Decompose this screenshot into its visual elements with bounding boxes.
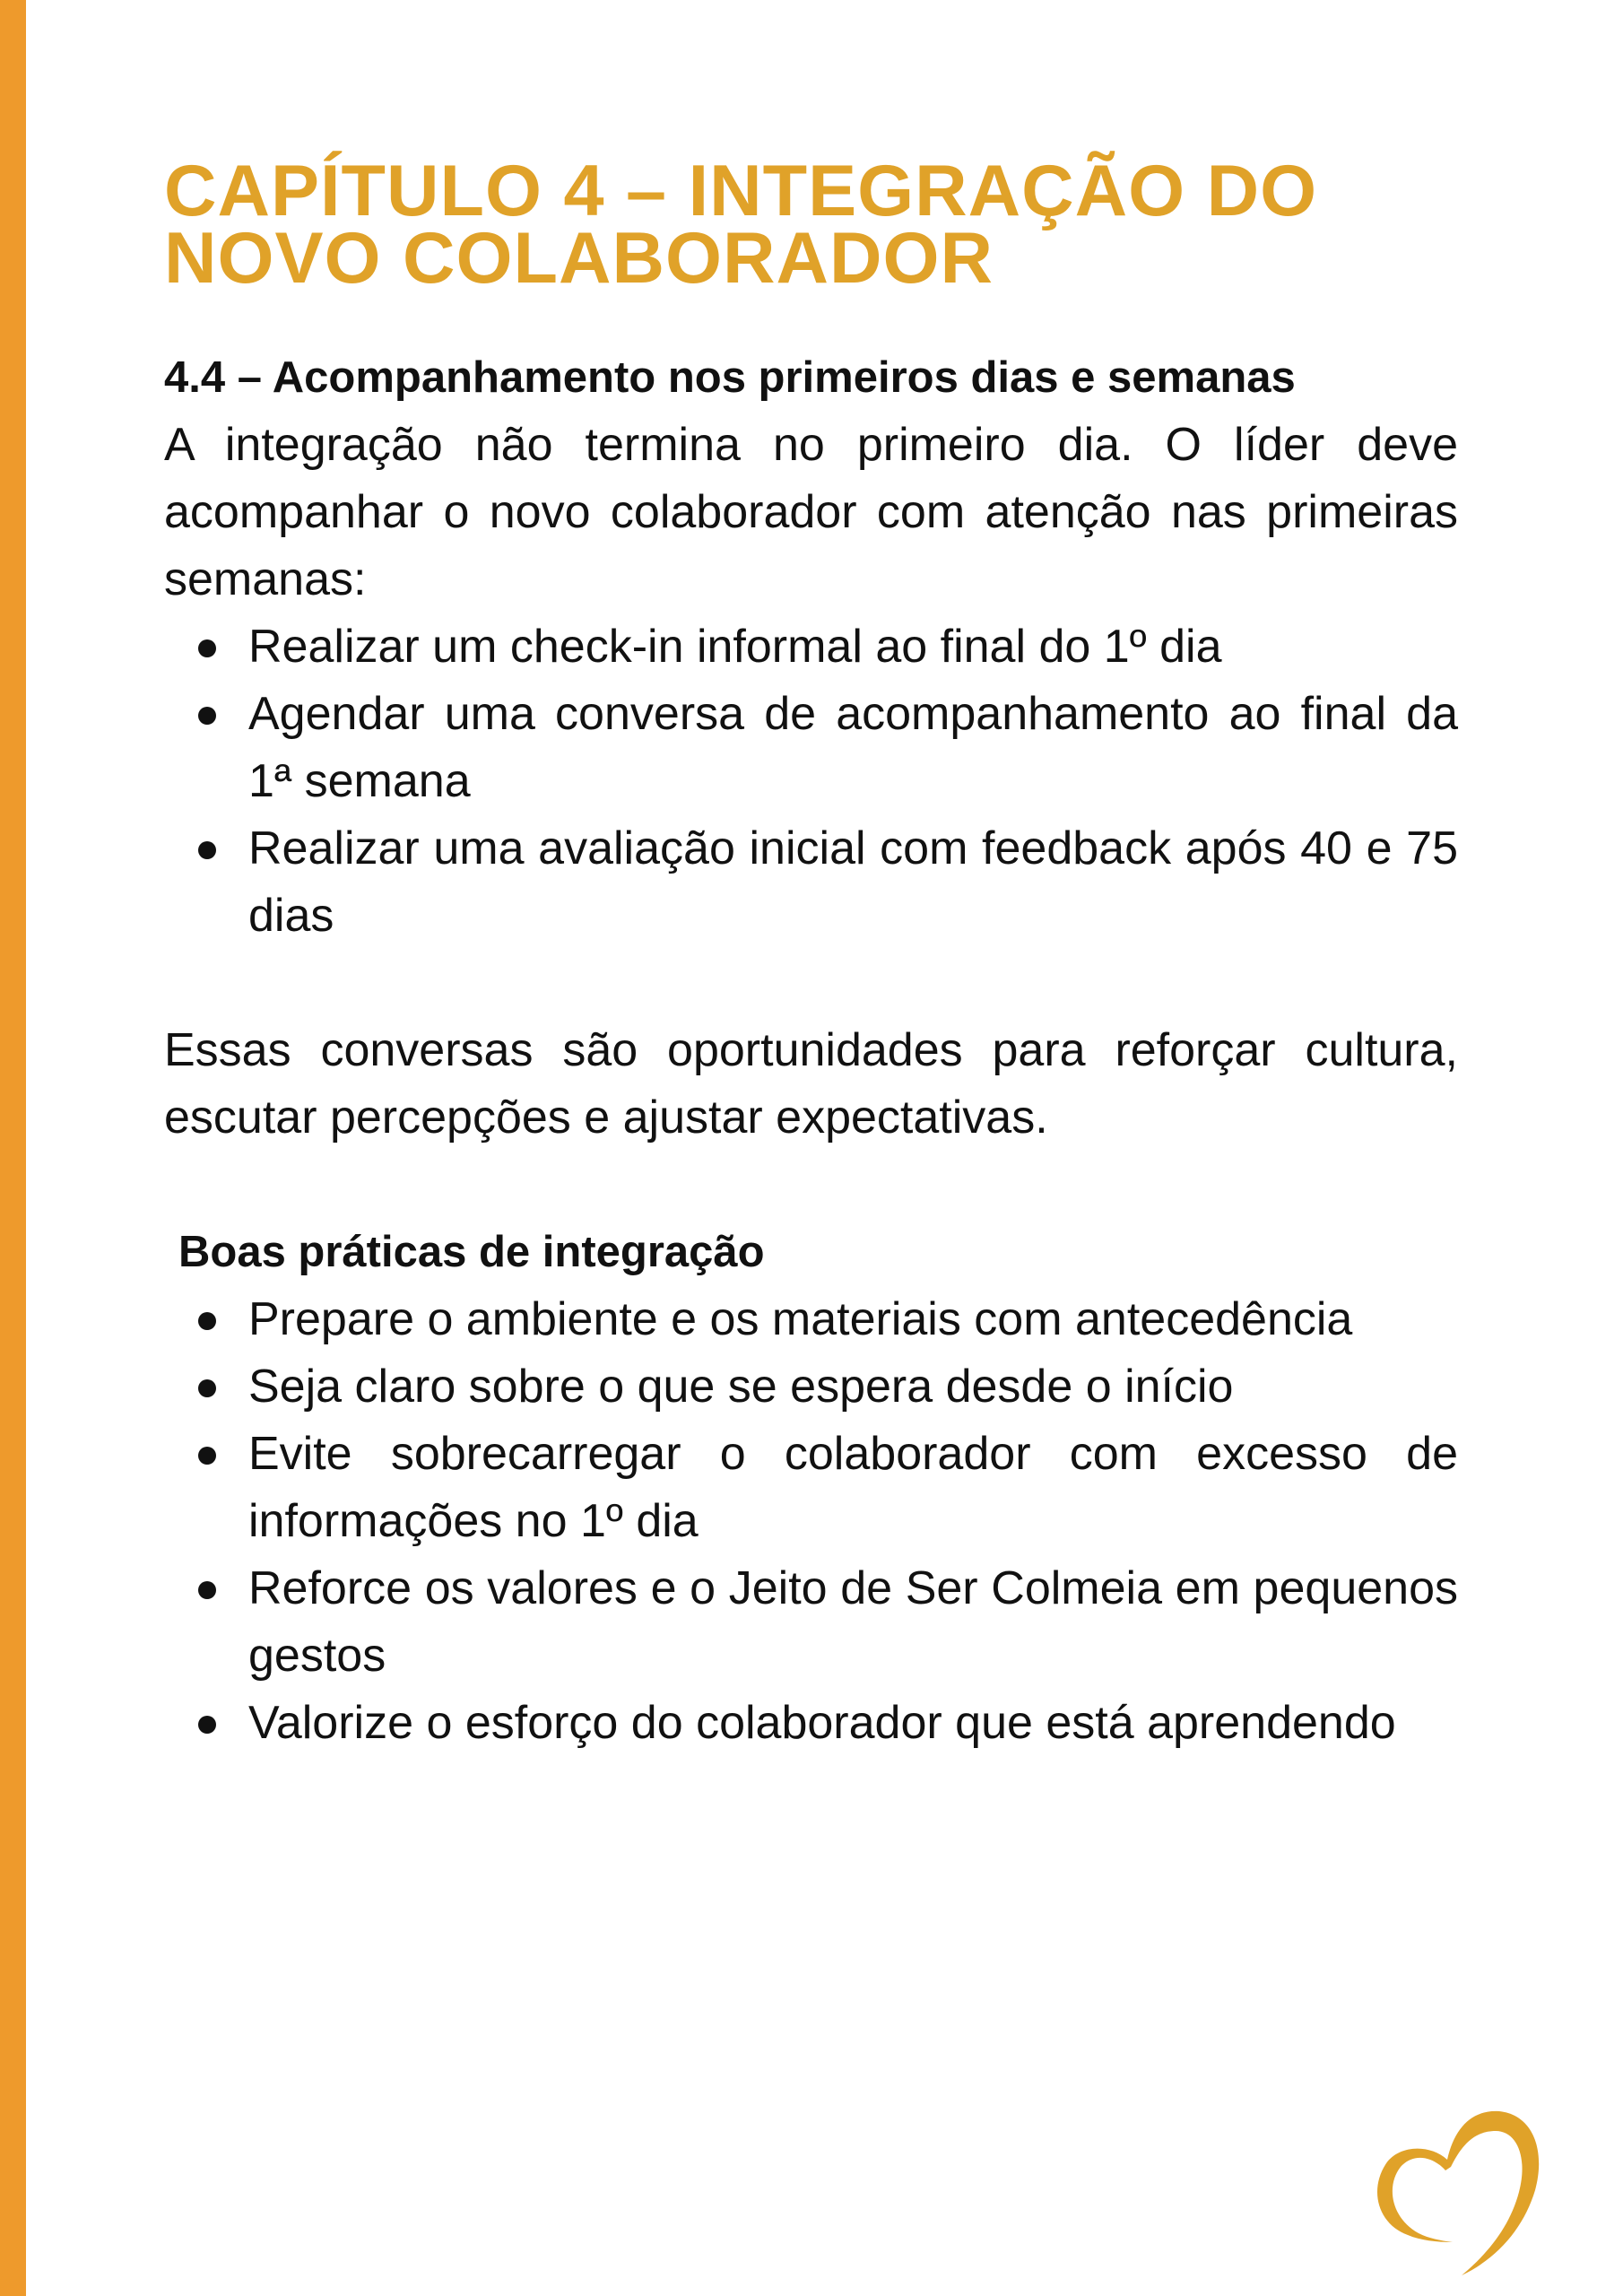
chapter-title bbox=[164, 151, 1509, 299]
chapter-title-line-2: NOVO COLABORADOR bbox=[164, 218, 994, 299]
spacer bbox=[164, 1152, 1458, 1219]
list-item bbox=[164, 681, 1458, 815]
heart-logo-stroke bbox=[1377, 2111, 1539, 2275]
list-item-text: Agendar uma conversa de acompanhamento ao final da 1ª semana bbox=[248, 688, 1458, 807]
list-item-text: Valorize o esforço do colaborador que está aprendendo bbox=[248, 1697, 1396, 1749]
bullet-icon bbox=[198, 1379, 216, 1397]
list-item bbox=[164, 1555, 1458, 1690]
bullet-icon bbox=[198, 1581, 216, 1599]
list-item bbox=[164, 1286, 1458, 1353]
section-heading-acompanhamento: 4.4 – Acompanhamento nos primeiros dias e semanas bbox=[164, 353, 1296, 402]
bullet-icon bbox=[198, 639, 216, 657]
best-practices-list bbox=[164, 1286, 1458, 1757]
bullet-icon bbox=[198, 1312, 216, 1330]
followup-list bbox=[164, 613, 1458, 950]
list-item bbox=[164, 815, 1458, 950]
heart-logo bbox=[1374, 2092, 1544, 2280]
accent-side-bar bbox=[0, 0, 26, 2296]
page-content bbox=[164, 344, 1458, 1757]
list-item bbox=[164, 1353, 1458, 1421]
list-item-text: Prepare o ambiente e os materiais com antecedência bbox=[248, 1293, 1353, 1345]
bullet-icon bbox=[198, 841, 216, 859]
bullet-icon bbox=[198, 707, 216, 725]
list-item-text: Evite sobrecarregar o colaborador com excesso de informações no 1º dia bbox=[248, 1428, 1458, 1547]
list-item-text: Realizar uma avaliação inicial com feedback após 40 e 75 dias bbox=[248, 822, 1458, 942]
closing-paragraph: Essas conversas são oportunidades para reforçar cultura, escutar percepções e ajustar expectativas. bbox=[164, 1024, 1458, 1144]
list-item-text: Seja claro sobre o que se espera desde o início bbox=[248, 1361, 1234, 1413]
bullet-icon bbox=[198, 1447, 216, 1465]
bullet-icon bbox=[198, 1716, 216, 1734]
list-item-text: Realizar um check-in informal ao final do 1º dia bbox=[248, 621, 1222, 673]
intro-paragraph: A integração não termina no primeiro dia. O líder deve acompanhar o novo colaborador com atenção nas primeiras semanas: bbox=[164, 419, 1458, 605]
chapter-title-line-1: CAPÍTULO 4 – INTEGRAÇÃO DO bbox=[164, 151, 1318, 231]
heart-icon bbox=[1374, 2092, 1544, 2280]
list-item bbox=[164, 1690, 1458, 1757]
list-item bbox=[164, 613, 1458, 681]
list-item-text: Reforce os valores e o Jeito de Ser Colmeia em pequenos gestos bbox=[248, 1562, 1458, 1682]
section-heading-boas-praticas: Boas práticas de integração bbox=[178, 1228, 765, 1276]
spacer bbox=[164, 950, 1458, 1017]
list-item bbox=[164, 1421, 1458, 1555]
